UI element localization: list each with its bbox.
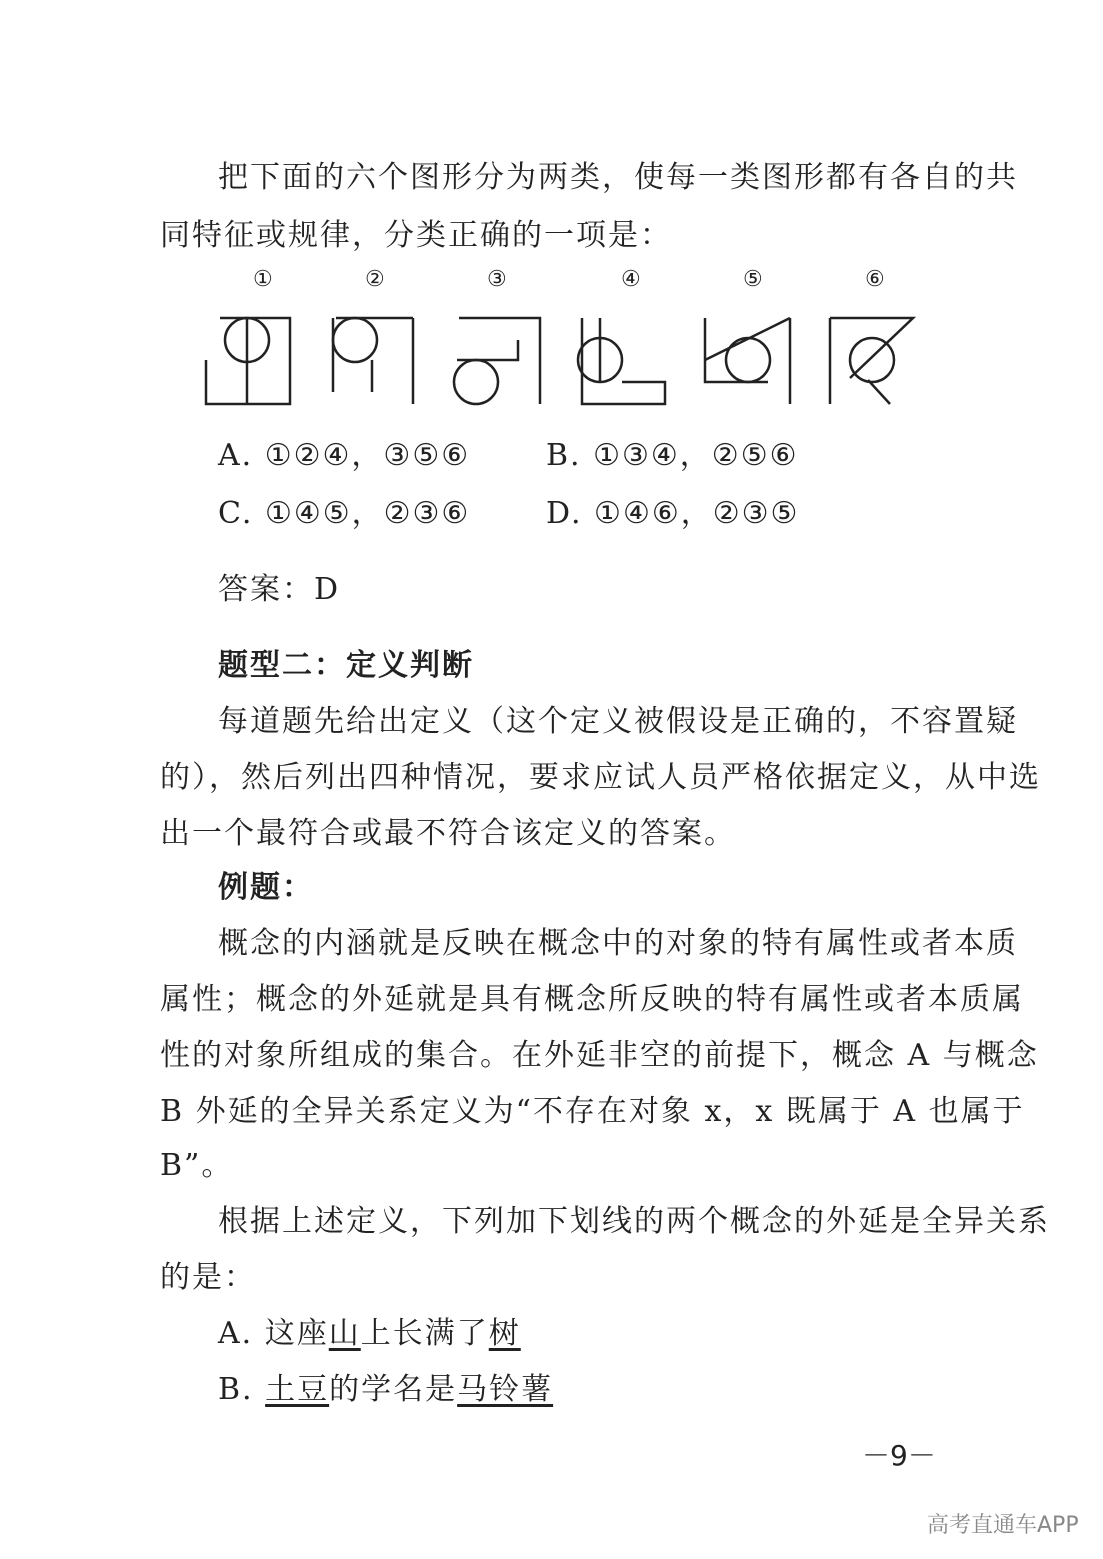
q1-answer: 答案：D [218,572,341,607]
q1-option-c: C. ①④⑤，②③⑥ [218,496,471,531]
option-a-underlined-1: 山 [328,1316,361,1351]
example-option-b [218,1364,553,1408]
figure-4 [578,318,665,404]
option-a-middle: 上长满了 [360,1316,489,1351]
figure-6 [830,318,913,404]
option-b-middle: 的学名是 [329,1372,458,1407]
option-a-prefix: A. 这座 [218,1316,329,1351]
question-line1: 根据上述定义，下列加下划线的两个概念的外延是全异关系 [218,1204,1050,1239]
option-b-underlined-1: 土豆 [265,1372,330,1407]
figure-number-3: ③ [487,267,507,292]
example-line1: 概念的内涵就是反映在概念中的对象的特有属性或者本质 [218,926,1018,961]
q1-option-a: A. ①②④，③⑤⑥ [218,438,471,473]
q1-option-d: D. ①④⑥，②③⑤ [546,496,800,531]
figure-row [0,0,1103,430]
example-line3: 性的对象所组成的集合。在外延非空的前提下，概念 A 与概念 [160,1038,1039,1073]
example-line4: B 外延的全异关系定义为“不存在对象 x，x 既属于 A 也属于 [160,1094,1025,1129]
figure-2 [333,318,413,404]
option-a-underlined-2: 树 [488,1316,521,1351]
figure-1 [206,318,290,404]
figure-number-1: ① [253,267,273,292]
figure-number-4: ④ [621,267,641,292]
figure-number-2: ② [365,267,385,292]
figure-number-5: ⑤ [743,267,763,292]
option-b-underlined-2: 马铃薯 [457,1372,554,1407]
section2-intro-line1: 每道题先给出定义（这个定义被假设是正确的，不容置疑 [218,704,1018,739]
figure-3 [454,318,540,404]
figure-number-6: ⑥ [865,267,885,292]
page-number: －9－ [862,1439,936,1472]
section2-intro-line3: 出一个最符合或最不符合该定义的答案。 [160,816,736,851]
figure-5 [705,318,790,404]
section2-heading: 题型二：定义判断 [218,648,474,683]
question-line2: 的是： [160,1260,256,1295]
section2-intro-line2: 的），然后列出四种情况，要求应试人员严格依据定义，从中选 [160,760,1041,795]
q1-stem-line1: 把下面的六个图形分为两类，使每一类图形都有各自的共 [218,160,1018,195]
example-line2: 属性；概念的外延就是具有概念所反映的特有属性或者本质属 [160,982,1024,1017]
example-line5: B”。 [160,1148,234,1183]
example-option-a [218,1308,521,1352]
q1-stem-line2: 同特征或规律，分类正确的一项是： [160,218,672,253]
example-label: 例题： [218,870,314,905]
q1-option-b: B. ①③④，②⑤⑥ [546,438,799,473]
option-b-prefix: B. [218,1372,266,1407]
watermark: 高考直通车APP [927,1513,1079,1538]
